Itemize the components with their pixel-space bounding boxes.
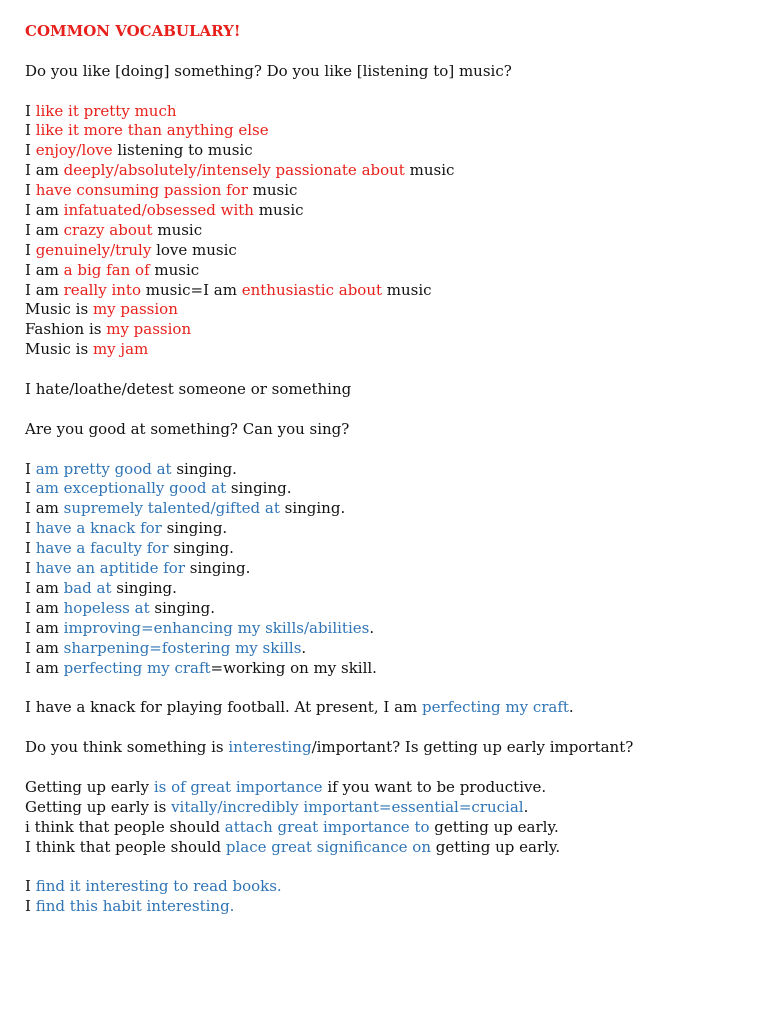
plain-text: music=I am (140, 280, 242, 299)
plain-text: I have a knack for playing football. At present, I am (25, 698, 423, 717)
document-page (25, 22, 755, 917)
plain-text: I am (25, 618, 64, 637)
plain-text: I am (25, 499, 64, 518)
text-line (25, 877, 755, 897)
highlighted-phrase: am exceptionally good at (35, 479, 227, 498)
highlighted-phrase: am pretty good at (35, 459, 172, 478)
text-line (25, 62, 755, 82)
blank-line (25, 360, 755, 380)
text-line (25, 320, 755, 340)
plain-text: singing. (149, 598, 215, 617)
text-line (25, 141, 755, 161)
text-line (25, 340, 755, 360)
plain-text: Do you like [doing] something? Do you like [listening to] music? (25, 61, 512, 80)
plain-text: Music is (25, 300, 93, 319)
highlighted-phrase: have consuming passion for (35, 181, 248, 200)
plain-text: singing. (111, 578, 177, 597)
plain-text: I am (25, 220, 64, 239)
blank-line (25, 42, 755, 62)
text-line (25, 559, 755, 579)
text-line (25, 221, 755, 241)
text-line (25, 161, 755, 181)
plain-text: music (382, 280, 432, 299)
highlighted-phrase: my passion (106, 320, 192, 339)
plain-text: I think that people should (25, 837, 226, 856)
plain-text: if you want to be productive. (322, 777, 547, 796)
document-title: COMMON VOCABULARY! (25, 22, 241, 40)
plain-text: I (25, 479, 36, 498)
text-line (25, 181, 755, 201)
plain-text: I (25, 240, 36, 259)
plain-text: singing. (161, 519, 228, 538)
text-line (25, 201, 755, 221)
plain-text: I am (25, 260, 64, 279)
highlighted-phrase: like it more than anything else (35, 121, 269, 140)
highlighted-phrase: place great significance on (225, 837, 431, 856)
plain-text: I (25, 121, 36, 140)
plain-text: Getting up early (25, 777, 154, 796)
plain-text: I (25, 459, 36, 478)
text-line (25, 102, 755, 122)
blank-line (25, 718, 755, 738)
text-line (25, 499, 755, 519)
plain-text: music (253, 201, 304, 220)
highlighted-phrase: enjoy/love (35, 141, 113, 160)
highlighted-phrase: hopeless at (63, 598, 150, 617)
plain-text: I am (25, 578, 64, 597)
text-line (25, 579, 755, 599)
plain-text: listening to music (112, 141, 253, 160)
text-line (25, 798, 755, 818)
text-line (25, 420, 755, 440)
plain-text: getting up early. (430, 837, 561, 856)
plain-text: I (25, 181, 36, 200)
highlighted-phrase: enthusiastic about (241, 280, 383, 299)
text-line (25, 698, 755, 718)
plain-text: singing. (168, 539, 234, 558)
plain-text: I am (25, 638, 64, 657)
plain-text: I am (25, 201, 64, 220)
highlighted-phrase: vitally/incredibly important=essential=crucial (171, 797, 524, 816)
text-line (25, 300, 755, 320)
plain-text: Fashion is (25, 320, 107, 339)
highlighted-phrase: crazy about (63, 220, 153, 239)
plain-text: love music (151, 240, 237, 259)
plain-text: I (25, 519, 36, 538)
plain-text: I hate/loathe/detest someone or something (25, 380, 352, 399)
highlighted-phrase: infatuated/obsessed with (63, 201, 254, 220)
text-line (25, 460, 755, 480)
highlighted-phrase: really into (63, 280, 141, 299)
plain-text: music (149, 260, 200, 279)
highlighted-phrase: perfecting my craft (63, 658, 211, 677)
plain-text: . (568, 698, 574, 717)
text-line (25, 778, 755, 798)
plain-text: Getting up early is (25, 797, 172, 816)
plain-text: getting up early. (429, 817, 559, 836)
text-line (25, 261, 755, 281)
highlighted-phrase: deeply/absolutely/intensely passionate about (63, 161, 405, 180)
plain-text: I (25, 141, 36, 160)
highlighted-phrase: my jam (92, 340, 149, 359)
plain-text: i think that people should (25, 817, 225, 836)
blank-line (25, 440, 755, 460)
text-line (25, 281, 755, 301)
plain-text: I (25, 877, 36, 896)
highlighted-phrase: find this habit interesting. (35, 897, 235, 916)
blank-line (25, 678, 755, 698)
text-line (25, 539, 755, 559)
text-line (25, 121, 755, 141)
plain-text: music (247, 181, 298, 200)
text-line (25, 241, 755, 261)
text-line (25, 738, 755, 758)
blank-line (25, 857, 755, 877)
plain-text: . (301, 638, 307, 657)
highlighted-phrase: have a faculty for (35, 539, 169, 558)
text-line (25, 897, 755, 917)
plain-text: Music is (25, 340, 93, 359)
text-line (25, 818, 755, 838)
plain-text: I am (25, 280, 64, 299)
text-line (25, 599, 755, 619)
plain-text: I am (25, 161, 64, 180)
plain-text: I am (25, 658, 64, 677)
text-line (25, 659, 755, 679)
text-line (25, 639, 755, 659)
plain-text: music (152, 220, 203, 239)
highlighted-phrase: like it pretty much (35, 101, 177, 120)
plain-text: Do you think something is (25, 738, 229, 757)
text-line (25, 619, 755, 639)
plain-text: music (404, 161, 455, 180)
blank-line (25, 400, 755, 420)
highlighted-phrase: bad at (63, 578, 112, 597)
document-body (25, 62, 755, 917)
plain-text: . (369, 618, 375, 637)
plain-text: I (25, 101, 36, 120)
text-line (25, 838, 755, 858)
plain-text: singing. (279, 499, 346, 518)
blank-line (25, 758, 755, 778)
plain-text: I (25, 559, 36, 578)
plain-text: Are you good at something? Can you sing? (25, 419, 350, 438)
plain-text: =working on my skill. (210, 658, 377, 677)
text-line (25, 380, 755, 400)
plain-text: . (523, 797, 529, 816)
highlighted-phrase: sharpening=fostering my skills (63, 638, 302, 657)
plain-text: singing. (171, 459, 237, 478)
highlighted-phrase: have a knack for (35, 519, 162, 538)
text-line (25, 479, 755, 499)
highlighted-phrase: perfecting my craft (422, 698, 569, 717)
plain-text: singing. (185, 559, 251, 578)
plain-text: I am (25, 598, 64, 617)
text-line (25, 519, 755, 539)
plain-text: I (25, 539, 36, 558)
highlighted-phrase: genuinely/truly (35, 240, 152, 259)
highlighted-phrase: attach great importance to (224, 817, 430, 836)
blank-line (25, 82, 755, 102)
plain-text: I (25, 897, 36, 916)
plain-text: /important? Is getting up early important? (311, 738, 634, 757)
highlighted-phrase: a big fan of (63, 260, 150, 279)
highlighted-phrase: interesting (228, 738, 312, 757)
highlighted-phrase: is of great importance (153, 777, 323, 796)
highlighted-phrase: have an aptitide for (35, 559, 185, 578)
highlighted-phrase: supremely talented/gifted at (63, 499, 280, 518)
highlighted-phrase: improving=enhancing my skills/abilities (63, 618, 370, 637)
highlighted-phrase: find it interesting to read books. (35, 877, 282, 896)
plain-text: singing. (226, 479, 292, 498)
highlighted-phrase: my passion (92, 300, 178, 319)
